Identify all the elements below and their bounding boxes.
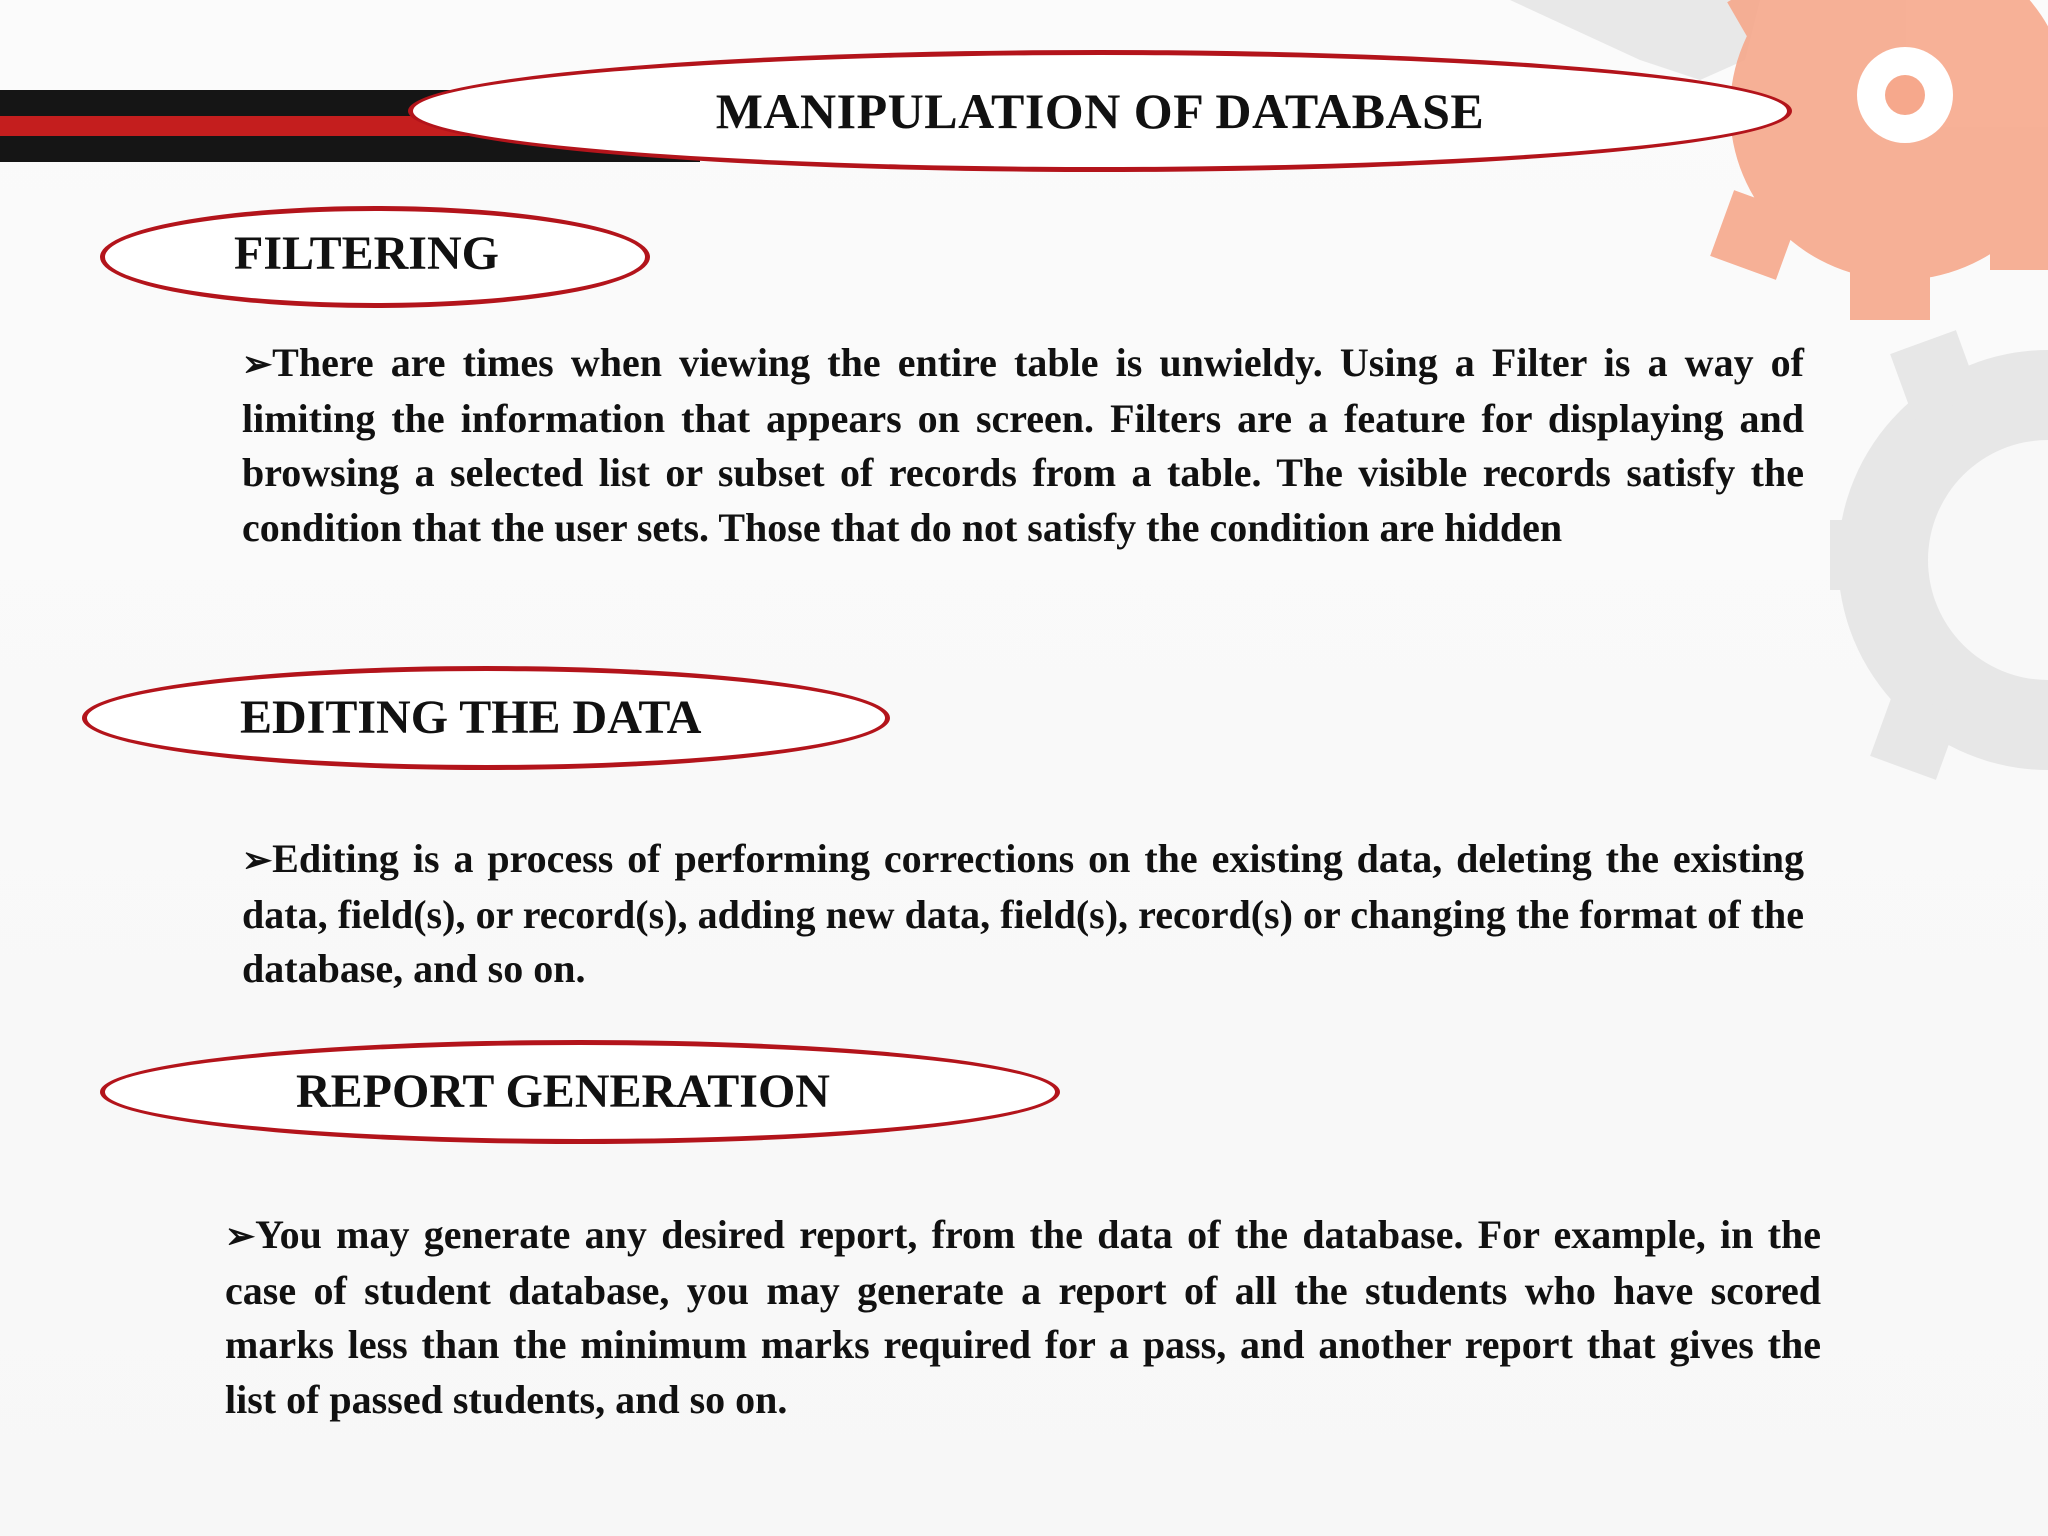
section-heading-editing: EDITING THE DATA	[240, 691, 702, 744]
section-text: Editing is a process of performing corrections on the existing data, deleting the existing data, field(s), or record(s), adding new data, field(s), record(s) or changing the format of the database, and so on.	[242, 836, 1804, 991]
section-body-filtering	[242, 336, 1804, 555]
arrow-bullet-icon: ➢	[242, 344, 273, 384]
section-text: There are times when viewing the entire table is unwieldy. Using a Filter is a way of limiting the information that appears on screen. Filters are a feature for displaying and browsing a selected list or subset of records from a table. The visible records satisfy the condition that the user sets. Those that do not satisfy the condition are hidden	[242, 340, 1804, 550]
section-body-report	[225, 1208, 1821, 1427]
arrow-bullet-icon: ➢	[242, 840, 273, 880]
arrow-bullet-icon: ➢	[225, 1216, 256, 1256]
section-body-editing	[242, 832, 1804, 997]
section-text: You may generate any desired report, from the data of the database. For example, in the case of student database, you may generate a report of all the students who have scored marks less than the minimum marks required for a pass, and another report that gives the list of passed students, and so on.	[225, 1212, 1821, 1422]
section-heading-filtering: FILTERING	[234, 227, 499, 280]
section-heading-report: REPORT GENERATION	[296, 1065, 830, 1118]
slide-title: MANIPULATION OF DATABASE	[715, 83, 1485, 139]
